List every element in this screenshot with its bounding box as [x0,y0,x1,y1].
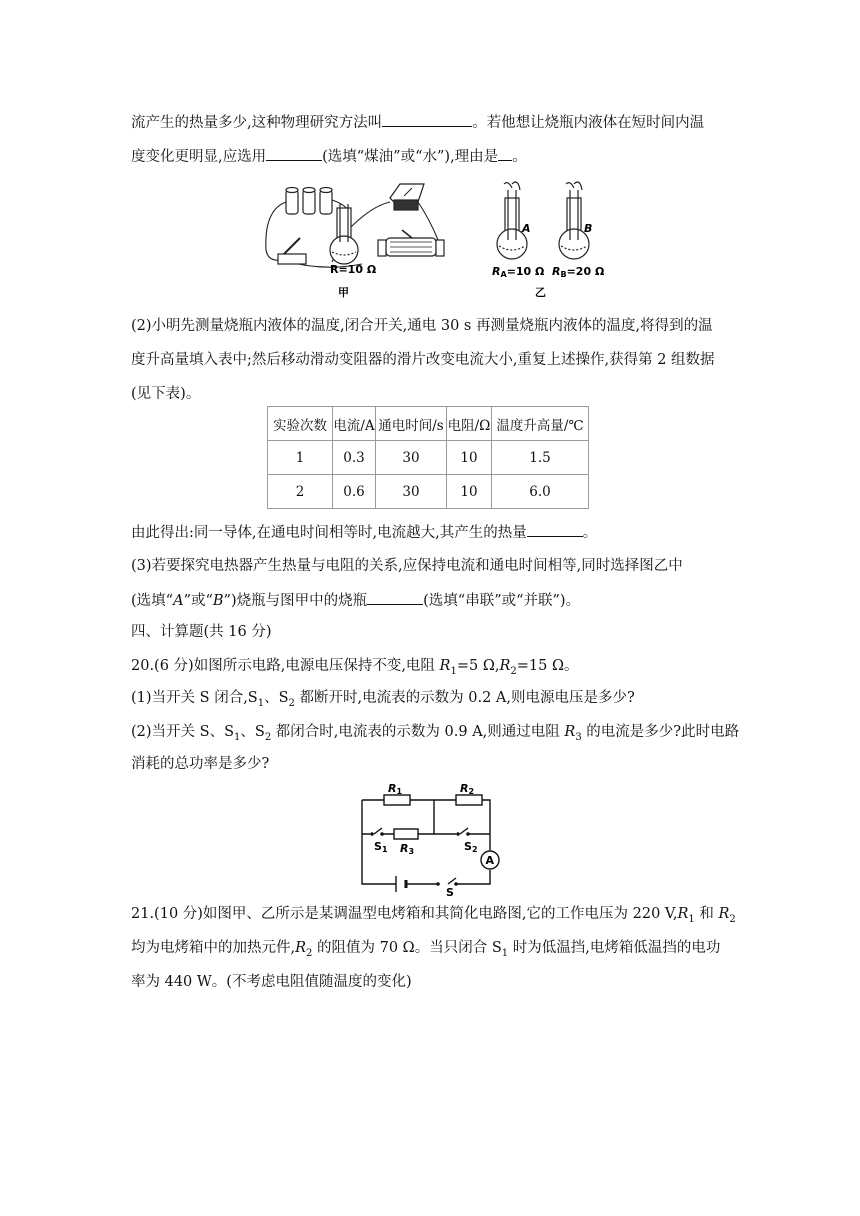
r1-label: R1 [388,782,403,796]
q19-line-2: 度变化更明显,应选用 (选填“煤油”或“水”),理由是 。 [131,146,527,167]
table-header: 实验次数 [268,407,333,441]
table-cell: 2 [268,475,333,509]
meter-icon [390,184,424,210]
q21-line-3: 率为 440 W。(不考虑电阻值随温度的变化) [131,974,412,990]
answer-blank[interactable] [382,112,472,127]
q21-line-1: 21.(10 分)如图甲、乙所示是某调温型电烤箱和其简化电路图,它的工作电压为 220 $V,R_1$ 和 $R_2$ [131,906,736,925]
q20-part-2: (2)当开关 S、$S_1$、$S_2$ 都闭合时,电流表的示数为 0.9 A,则通过电阻 $R_3$ 的电流是多少?此时电路 [131,724,740,743]
rheostat-icon [378,230,444,256]
table-row [268,475,589,509]
section-title: 四、计算题(共 16 分) [131,624,272,640]
q19-2-line-2: 度升高量填入表中;然后移动滑动变阻器的滑片改变电流大小,重复上述操作,获得第 2 组数据 [131,352,715,368]
r3-label: R3 [400,842,415,856]
figure-19-apparatus [262,180,612,300]
figure-label-jia: 甲 [338,286,349,299]
table-cell: 0.6 [333,475,376,509]
table-cell: 1.5 [492,441,589,475]
table-cell: 10 [447,441,492,475]
resistance-a-label: RA=10 Ω [492,265,545,279]
q20-part-1: (1)当开关 S 闭合$,S_1$、$S_2$ 都断开时,电流表的示数为 0.2 A,则电源电压是多少? [131,690,635,709]
q20-intro: 20.(6 分)如图所示电路,电源电压保持不变,电阻 $R_1=5$ $\Omega,R_2=15$ Ω。 [131,658,579,677]
resistor-label: R=10 Ω [330,263,377,276]
table-header: 通电时间/s [376,407,447,441]
figure-20-circuit [352,782,512,899]
q19-3-line-1: (3)若要探究电热器产生热量与电阻的关系,应保持电流和通电时间相等,同时选择图乙中 [131,558,683,574]
table-row [268,441,589,475]
q19-conclusion: 由此得出:同一导体,在通电时间相等时,电流越大,其产生的热量 。 [131,522,597,543]
data-table [267,406,589,509]
s2-label: S2 [464,840,478,854]
table-header-row [268,407,589,441]
table-cell: 6.0 [492,475,589,509]
q19-2-line-1: (2)小明先测量烧瓶内液体的温度,闭合开关,通电 30 s 再测量烧瓶内液体的温度,将得到的温 [131,318,713,334]
table-cell: 10 [447,475,492,509]
resistor-r1 [384,795,410,805]
table-cell: 30 [376,475,447,509]
q21-line-2: 均为电烤箱中的加热元件$,R_2$ 的阻值为 70 Ω。当只闭合 $S_1$ 时为低温挡,电烤箱低温挡的电功 [131,940,721,959]
ammeter-label: A [485,854,495,867]
flask-b-icon [559,182,589,259]
battery-icon [286,188,332,215]
flask-b-label: B [584,222,593,235]
knife-switch-icon [278,238,306,264]
table-header: 电阻/Ω [447,407,492,441]
q19-line-1: 流产生的热量多少,这种物理研究方法叫 。若他想让烧瓶内液体在短时间内温 [131,112,704,133]
flask-icon [330,204,358,264]
table-cell: 1 [268,441,333,475]
resistor-r3 [394,829,418,839]
resistor-r2 [456,795,482,805]
resistance-b-label: RB=20 Ω [552,265,605,279]
answer-blank[interactable] [367,590,423,605]
flask-a-icon [497,182,527,259]
answer-blank[interactable] [527,522,583,537]
q19-2-line-3: (见下表)。 [131,386,201,402]
answer-blank[interactable] [498,146,512,161]
s-label: S [446,886,454,899]
table-cell: 0.3 [333,441,376,475]
flask-a-label: A [522,222,531,235]
table-header: 电流/A [333,407,376,441]
r2-label: R2 [460,782,475,796]
battery-icon [396,876,406,892]
table-header: 温度升高量/℃ [492,407,589,441]
table-cell: 30 [376,441,447,475]
q19-3-line-2: (选填“A”或“B”)烧瓶与图甲中的烧瓶 (选填“串联”或“并联”)。 [131,590,580,611]
answer-blank[interactable] [266,146,322,161]
s1-label: S1 [374,840,388,854]
q20-part-2-cont: 消耗的总功率是多少? [131,756,270,772]
figure-label-yi: 乙 [535,286,546,299]
